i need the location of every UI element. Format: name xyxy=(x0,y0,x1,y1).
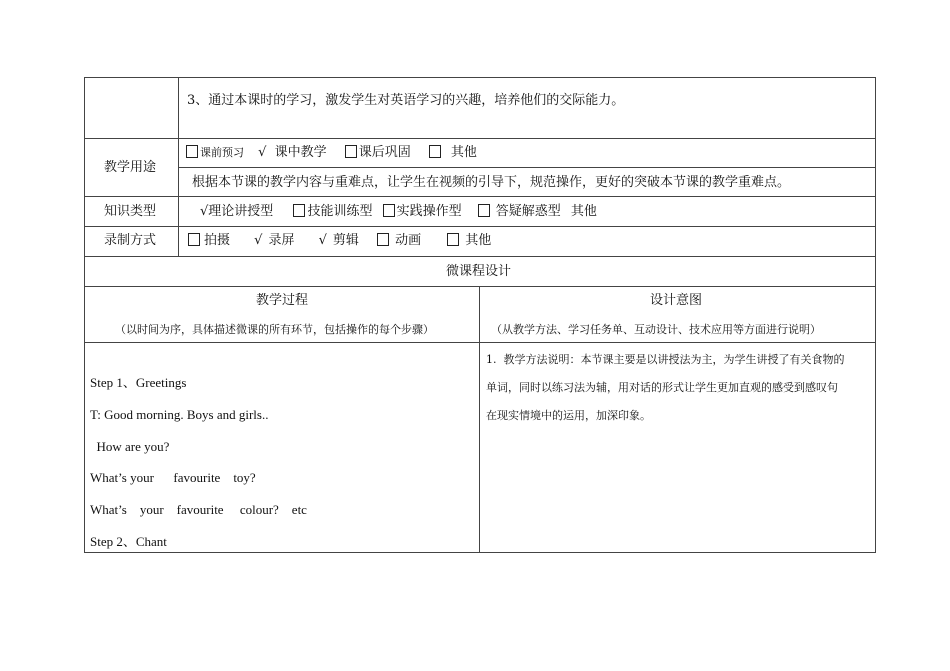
knowledge-options xyxy=(200,204,597,220)
process-line: Step 1、Greetings xyxy=(90,375,187,390)
checkbox-other[interactable] xyxy=(429,145,441,158)
option-label: 实践操作型 xyxy=(396,204,462,219)
check-mark: √ xyxy=(318,233,327,248)
table-border xyxy=(178,77,179,257)
intent-line: 1. 教学方法说明：本节课主要是以讲授法为主，为学生讲授了有关食物的 xyxy=(486,353,845,366)
process-line: What’s your favourite toy? xyxy=(90,470,256,485)
checkbox-skill[interactable] xyxy=(293,204,305,217)
table-border xyxy=(84,286,876,287)
check-mark: √ xyxy=(258,145,267,160)
usage-description: 根据本节课的教学内容与重难点，让学生在视频的引导下，规范操作，更好的突破本节课的教学重难点。 xyxy=(192,175,791,190)
process-header: 教学过程 xyxy=(256,293,309,308)
table-border xyxy=(84,138,876,139)
option-label: 理论讲授型 xyxy=(208,204,274,219)
knowledge-label: 知识类型 xyxy=(104,204,157,219)
check-mark: √ xyxy=(200,204,209,219)
table-border xyxy=(178,167,876,168)
checkbox-other[interactable] xyxy=(447,233,459,246)
usage-options xyxy=(186,145,477,161)
process-subheader: （以时间为序，具体描述微课的所有环节，包括操作的每个步骤） xyxy=(115,323,434,336)
table-border xyxy=(84,342,876,343)
checkbox-practice[interactable] xyxy=(383,204,395,217)
option-label: 剪辑 xyxy=(332,233,359,248)
option-label: 拍摄 xyxy=(204,233,231,248)
option-label: 其他 xyxy=(570,204,597,219)
process-line: What’s your favourite colour? etc xyxy=(90,502,307,517)
checkbox-shoot[interactable] xyxy=(188,233,200,246)
option-label: 其他 xyxy=(465,233,492,248)
intent-line: 在现实情境中的运用，加深印象。 xyxy=(486,409,651,422)
option-label: 课后巩固 xyxy=(358,145,411,160)
table-border xyxy=(84,256,876,257)
objective-text: 3、通过本课时的学习，激发学生对英语学习的兴趣，培养他们的交际能力。 xyxy=(187,93,625,108)
option-label: 课中教学 xyxy=(274,145,327,160)
intent-subheader: （从教学方法、学习任务单、互动设计、技术应用等方面进行说明） xyxy=(491,323,821,336)
option-label: 录屏 xyxy=(268,233,295,248)
checkbox-pre-class[interactable] xyxy=(186,145,198,158)
table-border xyxy=(875,77,876,553)
table-border xyxy=(479,286,480,553)
option-label: 动画 xyxy=(395,233,422,248)
checkbox-after-class[interactable] xyxy=(345,145,357,158)
checkbox-animation[interactable] xyxy=(377,233,389,246)
design-title: 微课程设计 xyxy=(446,264,512,279)
table-border xyxy=(84,196,876,197)
option-label: 技能训练型 xyxy=(307,204,373,219)
process-line: How are you? xyxy=(90,439,170,454)
process-line: Step 2、Chant xyxy=(90,534,167,549)
table-border xyxy=(84,77,85,553)
option-label: 答疑解惑型 xyxy=(495,204,561,219)
recording-label: 录制方式 xyxy=(104,233,157,248)
checkbox-qa[interactable] xyxy=(478,204,490,217)
usage-label: 教学用途 xyxy=(104,160,157,175)
option-label: 课前预习 xyxy=(200,146,244,159)
table-border xyxy=(84,226,876,227)
table-border xyxy=(84,77,876,78)
recording-options xyxy=(188,233,491,249)
check-mark: √ xyxy=(254,233,263,248)
intent-header: 设计意图 xyxy=(650,293,703,308)
process-line: T: Good morning. Boys and girls.. xyxy=(90,407,269,422)
intent-line: 单词，同时以练习法为辅，用对话的形式让学生更加直观的感受到感叹句 xyxy=(486,381,838,394)
option-label: 其他 xyxy=(450,145,477,160)
table-border xyxy=(84,552,876,553)
